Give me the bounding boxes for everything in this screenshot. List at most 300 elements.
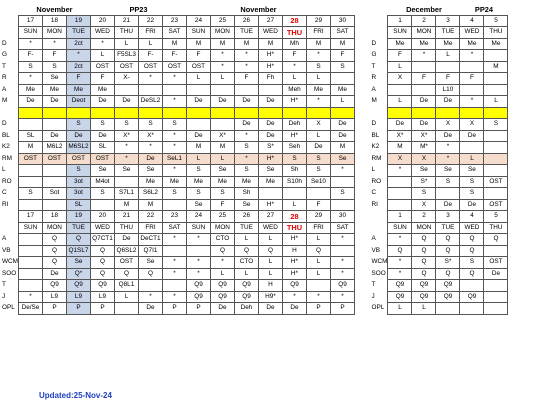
schedule-cell: S bbox=[484, 119, 508, 131]
block2-day-cell: SAT bbox=[162, 222, 186, 234]
schedule-cell: L bbox=[436, 50, 460, 62]
block1-date-cell: 30 bbox=[330, 15, 354, 27]
schedule-cell: DeCT1 bbox=[138, 234, 162, 246]
schedule-cell: M6L2 bbox=[42, 142, 66, 154]
schedule-cell: CTO bbox=[234, 257, 258, 269]
row-code-right: T bbox=[371, 281, 376, 289]
schedule-cell: Q9 bbox=[90, 280, 114, 292]
block1-date-cell: 3 bbox=[436, 15, 460, 27]
schedule-cell bbox=[460, 280, 484, 292]
schedule-cell: De bbox=[186, 96, 210, 108]
block1-date-cell: 24 bbox=[186, 15, 210, 27]
schedule-cell: * bbox=[460, 96, 484, 108]
schedule-cell bbox=[210, 107, 234, 119]
schedule-cell: S10h bbox=[282, 176, 306, 188]
schedule-cell: Q bbox=[42, 245, 66, 257]
schedule-cell: Fh bbox=[258, 73, 282, 85]
spacer bbox=[354, 268, 369, 280]
schedule-cell: OST bbox=[114, 257, 138, 269]
schedule-cell: L bbox=[234, 234, 258, 246]
schedule-cell bbox=[484, 73, 508, 85]
schedule-cell: L bbox=[114, 38, 138, 50]
row-code: J bbox=[2, 292, 6, 300]
schedule-cell: L bbox=[210, 268, 234, 280]
schedule-cell: * bbox=[330, 291, 354, 303]
block2-date-cell: 1 bbox=[388, 211, 412, 223]
schedule-cell: L bbox=[388, 96, 412, 108]
schedule-cell: H* bbox=[282, 268, 306, 280]
spacer bbox=[354, 61, 369, 73]
schedule-cell: L bbox=[258, 257, 282, 269]
schedule-cell: De bbox=[42, 130, 66, 142]
schedule-cell: S bbox=[460, 188, 484, 200]
schedule-cell: De bbox=[234, 96, 258, 108]
schedule-cell: Q8L1 bbox=[114, 280, 138, 292]
block2-date-cell: 22 bbox=[138, 211, 162, 223]
schedule-cell bbox=[114, 107, 138, 119]
schedule-cell bbox=[18, 176, 42, 188]
schedule-cell: OST bbox=[186, 61, 210, 73]
schedule-cell bbox=[18, 257, 42, 269]
schedule-cell: De bbox=[460, 130, 484, 142]
schedule-cell: P bbox=[42, 303, 66, 315]
schedule-cell bbox=[234, 107, 258, 119]
row-code-right: VB bbox=[371, 246, 381, 254]
row-code: VB bbox=[2, 246, 11, 254]
schedule-cell: X* bbox=[138, 130, 162, 142]
schedule-cell: Q bbox=[412, 245, 436, 257]
schedule-cell: M bbox=[162, 38, 186, 50]
schedule-cell: Q bbox=[90, 245, 114, 257]
schedule-cell: De bbox=[306, 142, 330, 154]
schedule-cell bbox=[258, 84, 282, 96]
schedule-cell bbox=[162, 84, 186, 96]
schedule-cell: * bbox=[330, 257, 354, 269]
schedule-cell bbox=[484, 84, 508, 96]
block1-date-cell: 23 bbox=[162, 15, 186, 27]
schedule-cell bbox=[412, 107, 436, 119]
row-code: K2 bbox=[2, 143, 10, 151]
schedule-cell: S bbox=[306, 61, 330, 73]
schedule-cell: S bbox=[282, 153, 306, 165]
schedule-cell: * bbox=[412, 50, 436, 62]
schedule-cell: CTO bbox=[210, 234, 234, 246]
schedule-cell: De bbox=[436, 130, 460, 142]
schedule-cell: Q bbox=[436, 245, 460, 257]
schedule-cell bbox=[484, 303, 508, 315]
block1-date-cell: 26 bbox=[234, 15, 258, 27]
schedule-cell: OST bbox=[18, 153, 42, 165]
schedule-cell: L bbox=[210, 73, 234, 85]
schedule-cell: S* bbox=[436, 257, 460, 269]
schedule-cell: X* bbox=[114, 130, 138, 142]
schedule-cell: OST bbox=[114, 61, 138, 73]
block2-date-cell: 17 bbox=[18, 211, 42, 223]
schedule-cell: M bbox=[258, 38, 282, 50]
schedule-cell: Q9 bbox=[330, 280, 354, 292]
block2-day-cell: SAT bbox=[330, 222, 354, 234]
block2-day-cell: MON bbox=[412, 222, 436, 234]
schedule-cell bbox=[484, 280, 508, 292]
schedule-cell: S bbox=[436, 176, 460, 188]
schedule-cell: H bbox=[282, 245, 306, 257]
schedule-cell: * bbox=[436, 153, 460, 165]
row-code: D bbox=[2, 120, 7, 128]
row-code-right: RI bbox=[371, 200, 378, 208]
schedule-cell: Se bbox=[460, 165, 484, 177]
schedule-cell: M bbox=[388, 142, 412, 154]
schedule-cell: De bbox=[460, 199, 484, 211]
schedule-cell: S bbox=[162, 119, 186, 131]
spacer bbox=[354, 245, 369, 257]
schedule-cell: Q9 bbox=[282, 280, 306, 292]
spacer bbox=[354, 303, 369, 315]
spacer bbox=[354, 4, 369, 15]
schedule-cell: * bbox=[388, 234, 412, 246]
schedule-cell: Q bbox=[42, 234, 66, 246]
spacer bbox=[354, 165, 369, 177]
schedule-cell bbox=[484, 50, 508, 62]
schedule-cell bbox=[460, 61, 484, 73]
row-code: OPL bbox=[2, 304, 15, 312]
row-code-right: RM bbox=[371, 154, 382, 162]
schedule-cell: Q9 bbox=[388, 280, 412, 292]
schedule-cell: F bbox=[210, 199, 234, 211]
schedule-cell: M* bbox=[412, 142, 436, 154]
block1-day-cell: WED bbox=[90, 27, 114, 39]
row-code: T bbox=[2, 281, 6, 289]
schedule-cell bbox=[18, 234, 42, 246]
spacer bbox=[330, 4, 354, 15]
schedule-cell: * bbox=[210, 61, 234, 73]
block1-date-cell: 18 bbox=[42, 15, 66, 27]
block1-date-cell: 29 bbox=[306, 15, 330, 27]
schedule-cell: * bbox=[162, 73, 186, 85]
schedule-cell: Mh bbox=[282, 38, 306, 50]
spacer bbox=[354, 50, 369, 62]
schedule-cell: * bbox=[282, 291, 306, 303]
row-code: BL bbox=[2, 131, 10, 139]
schedule-cell: Q7I1 bbox=[138, 245, 162, 257]
schedule-cell: * bbox=[90, 38, 114, 50]
schedule-cell: L bbox=[330, 96, 354, 108]
spacer bbox=[354, 27, 369, 39]
schedule-cell: * bbox=[18, 38, 42, 50]
block1-day-cell: THU bbox=[484, 27, 508, 39]
schedule-cell: F bbox=[90, 73, 114, 85]
schedule-cell: S* bbox=[258, 142, 282, 154]
row-code-right: WCM bbox=[371, 258, 388, 266]
schedule-cell: S bbox=[460, 257, 484, 269]
row-code bbox=[0, 107, 18, 119]
schedule-cell: M bbox=[306, 38, 330, 50]
block2-date-cell: 28 bbox=[282, 211, 306, 223]
schedule-cell: F bbox=[460, 73, 484, 85]
schedule-cell: De/Se bbox=[18, 303, 42, 315]
block2-day-cell: FRI bbox=[138, 222, 162, 234]
schedule-cell: OST bbox=[66, 153, 90, 165]
row-code: RI bbox=[2, 200, 9, 208]
schedule-cell: L bbox=[306, 268, 330, 280]
block1-date-cell: 28 bbox=[282, 15, 306, 27]
block2-date-cell: 2 bbox=[412, 211, 436, 223]
schedule-cell: * bbox=[234, 130, 258, 142]
block1-date-cell: 22 bbox=[138, 15, 162, 27]
schedule-cell: Q bbox=[42, 257, 66, 269]
schedule-cell bbox=[90, 107, 114, 119]
schedule-cell: L bbox=[412, 303, 436, 315]
schedule-cell: L bbox=[186, 73, 210, 85]
block1-date-cell: 4 bbox=[460, 15, 484, 27]
schedule-cell bbox=[18, 245, 42, 257]
schedule-cell bbox=[42, 176, 66, 188]
schedule-cell: F- bbox=[18, 50, 42, 62]
schedule-cell: M bbox=[138, 199, 162, 211]
block2-day-cell: SUN bbox=[186, 222, 210, 234]
schedule-cell: X bbox=[412, 153, 436, 165]
schedule-cell: Deh bbox=[234, 303, 258, 315]
spacer bbox=[369, 4, 387, 15]
month-title-november-2: November bbox=[240, 4, 277, 14]
schedule-cell: Deot bbox=[66, 96, 90, 108]
spacer bbox=[0, 222, 18, 234]
row-code: L bbox=[2, 166, 6, 174]
schedule-cell bbox=[460, 142, 484, 154]
schedule-cell bbox=[330, 107, 354, 119]
schedule-cell: M bbox=[484, 61, 508, 73]
block2-day-cell: SUN bbox=[388, 222, 412, 234]
schedule-cell: De bbox=[90, 96, 114, 108]
schedule-cell: Q bbox=[306, 245, 330, 257]
schedule-cell bbox=[484, 245, 508, 257]
schedule-cell: P bbox=[330, 303, 354, 315]
row-code: RM bbox=[2, 154, 12, 162]
schedule-cell: Q bbox=[460, 234, 484, 246]
schedule-cell: Q bbox=[436, 268, 460, 280]
spacer bbox=[354, 222, 369, 234]
schedule-cell: Se bbox=[234, 199, 258, 211]
block1-date-cell: 19 bbox=[66, 15, 90, 27]
schedule-cell bbox=[234, 84, 258, 96]
schedule-cell: F bbox=[388, 50, 412, 62]
schedule-cell bbox=[18, 107, 42, 119]
schedule-cell: Q bbox=[460, 268, 484, 280]
schedule-cell: L bbox=[460, 153, 484, 165]
schedule-cell: OST bbox=[484, 257, 508, 269]
schedule-cell bbox=[388, 84, 412, 96]
schedule-cell: De bbox=[258, 96, 282, 108]
schedule-cell bbox=[18, 165, 42, 177]
block2-day-cell: MON bbox=[42, 222, 66, 234]
row-code: RO bbox=[2, 177, 12, 185]
schedule-cell: Me bbox=[258, 176, 282, 188]
block1-day-cell: MON bbox=[210, 27, 234, 39]
schedule-cell: L9 bbox=[90, 291, 114, 303]
schedule-cell: Deh bbox=[282, 119, 306, 131]
row-code-right: T bbox=[371, 62, 376, 70]
block1-day-cell: FRI bbox=[306, 27, 330, 39]
schedule-cell: De bbox=[114, 234, 138, 246]
spacer bbox=[369, 27, 387, 39]
schedule-cell bbox=[388, 176, 412, 188]
row-code: R bbox=[2, 74, 7, 82]
schedule-cell: L bbox=[306, 73, 330, 85]
schedule-cell: Se bbox=[186, 199, 210, 211]
schedule-cell: * bbox=[388, 257, 412, 269]
schedule-cell bbox=[162, 245, 186, 257]
schedule-cell: De bbox=[388, 119, 412, 131]
schedule-cell: De bbox=[412, 119, 436, 131]
schedule-cell: * bbox=[162, 165, 186, 177]
schedule-cell: * bbox=[162, 130, 186, 142]
schedule-cell: L bbox=[258, 234, 282, 246]
block1-day-cell: SUN bbox=[186, 27, 210, 39]
schedule-cell: F5SL3 bbox=[114, 50, 138, 62]
schedule-cell: S bbox=[306, 153, 330, 165]
schedule-cell bbox=[484, 165, 508, 177]
schedule-cell bbox=[90, 199, 114, 211]
block2-date-cell: 25 bbox=[210, 211, 234, 223]
schedule-grid bbox=[0, 4, 508, 315]
row-code-right: K2 bbox=[371, 143, 380, 151]
schedule-cell: Me bbox=[138, 176, 162, 188]
schedule-cell: S bbox=[330, 61, 354, 73]
schedule-cell: S bbox=[18, 188, 42, 200]
schedule-cell: Q bbox=[412, 268, 436, 280]
schedule-cell: * bbox=[330, 268, 354, 280]
spacer bbox=[354, 73, 369, 85]
schedule-cell: * bbox=[42, 38, 66, 50]
block1-date-cell: 17 bbox=[18, 15, 42, 27]
schedule-cell bbox=[186, 245, 210, 257]
schedule-cell: Me bbox=[90, 84, 114, 96]
block2-day-cell: MON bbox=[210, 222, 234, 234]
schedule-cell bbox=[42, 165, 66, 177]
schedule-cell: S bbox=[186, 165, 210, 177]
schedule-cell: De bbox=[282, 303, 306, 315]
row-code-right: L bbox=[371, 166, 376, 174]
schedule-cell: De bbox=[484, 268, 508, 280]
schedule-cell: De bbox=[330, 130, 354, 142]
schedule-cell: M6SL2 bbox=[66, 142, 90, 154]
block1-day-cell: SAT bbox=[162, 27, 186, 39]
schedule-cell bbox=[412, 61, 436, 73]
spacer bbox=[354, 84, 369, 96]
schedule-cell bbox=[114, 176, 138, 188]
schedule-cell: Q bbox=[460, 245, 484, 257]
schedule-cell: De bbox=[436, 96, 460, 108]
schedule-cell: L9 bbox=[66, 291, 90, 303]
schedule-cell: H* bbox=[258, 50, 282, 62]
schedule-cell: De bbox=[330, 119, 354, 131]
schedule-cell: M bbox=[210, 142, 234, 154]
schedule-cell: * bbox=[162, 268, 186, 280]
schedule-cell: Q7CT1 bbox=[90, 234, 114, 246]
schedule-cell: H9* bbox=[258, 291, 282, 303]
schedule-cell: Se bbox=[42, 73, 66, 85]
schedule-cell: Me bbox=[484, 38, 508, 50]
schedule-cell: L bbox=[388, 61, 412, 73]
schedule-cell: * bbox=[162, 291, 186, 303]
schedule-cell bbox=[460, 107, 484, 119]
schedule-cell bbox=[186, 107, 210, 119]
schedule-cell: H* bbox=[282, 96, 306, 108]
schedule-cell: * bbox=[388, 268, 412, 280]
block2-date-cell: 20 bbox=[90, 211, 114, 223]
block2-date-cell: 18 bbox=[42, 211, 66, 223]
schedule-cell bbox=[460, 303, 484, 315]
schedule-cell bbox=[330, 73, 354, 85]
block1-date-cell: 2 bbox=[412, 15, 436, 27]
schedule-cell: H* bbox=[282, 257, 306, 269]
schedule-cell: L bbox=[210, 153, 234, 165]
block2-date-cell: 4 bbox=[460, 211, 484, 223]
schedule-cell bbox=[436, 107, 460, 119]
schedule-cell: P bbox=[90, 303, 114, 315]
schedule-cell: SeL1 bbox=[162, 153, 186, 165]
block1-day-cell: TUE bbox=[234, 27, 258, 39]
schedule-cell: L10 bbox=[436, 84, 460, 96]
schedule-cell: * bbox=[66, 50, 90, 62]
schedule-cell: H* bbox=[282, 234, 306, 246]
schedule-cell: F bbox=[234, 73, 258, 85]
schedule-cell: S bbox=[210, 188, 234, 200]
schedule-cell: De bbox=[138, 303, 162, 315]
schedule-cell bbox=[330, 245, 354, 257]
schedule-cell: De bbox=[258, 303, 282, 315]
block2-day-cell: THU bbox=[282, 222, 306, 234]
schedule-cell: Se bbox=[66, 257, 90, 269]
month-title-december: December bbox=[406, 4, 442, 14]
schedule-cell: Me bbox=[388, 38, 412, 50]
block2-day-cell: TUE bbox=[234, 222, 258, 234]
block2-day-cell: TUE bbox=[436, 222, 460, 234]
schedule-cell: De bbox=[18, 96, 42, 108]
schedule-cell: Me bbox=[234, 176, 258, 188]
schedule-cell: S bbox=[162, 188, 186, 200]
schedule-cell: Q1SL7 bbox=[66, 245, 90, 257]
schedule-cell: * bbox=[330, 234, 354, 246]
schedule-cell: * bbox=[306, 291, 330, 303]
schedule-cell: * bbox=[186, 257, 210, 269]
schedule-cell: Me bbox=[330, 84, 354, 96]
schedule-cell: Q9 bbox=[42, 280, 66, 292]
block1-day-cell: THU bbox=[114, 27, 138, 39]
schedule-cell: De bbox=[234, 119, 258, 131]
schedule-cell: S* bbox=[412, 176, 436, 188]
schedule-cell: P bbox=[186, 303, 210, 315]
row-code-right: OPL bbox=[371, 304, 385, 312]
schedule-cell: * bbox=[436, 142, 460, 154]
block2-day-cell: WED bbox=[460, 222, 484, 234]
schedule-cell: De bbox=[42, 268, 66, 280]
schedule-cell: M bbox=[114, 199, 138, 211]
row-code-right: C bbox=[371, 189, 377, 197]
schedule-cell: * bbox=[460, 50, 484, 62]
schedule-cell: * bbox=[114, 153, 138, 165]
row-code-right: J bbox=[371, 292, 375, 300]
schedule-cell bbox=[162, 280, 186, 292]
schedule-cell bbox=[186, 84, 210, 96]
row-code: WCM bbox=[2, 258, 18, 266]
schedule-cell: Q bbox=[138, 268, 162, 280]
schedule-cell: * bbox=[18, 73, 42, 85]
schedule-cell: * bbox=[282, 61, 306, 73]
schedule-cell: Q bbox=[90, 257, 114, 269]
schedule-cell bbox=[138, 84, 162, 96]
block1-day-cell: MON bbox=[42, 27, 66, 39]
schedule-cell bbox=[258, 188, 282, 200]
